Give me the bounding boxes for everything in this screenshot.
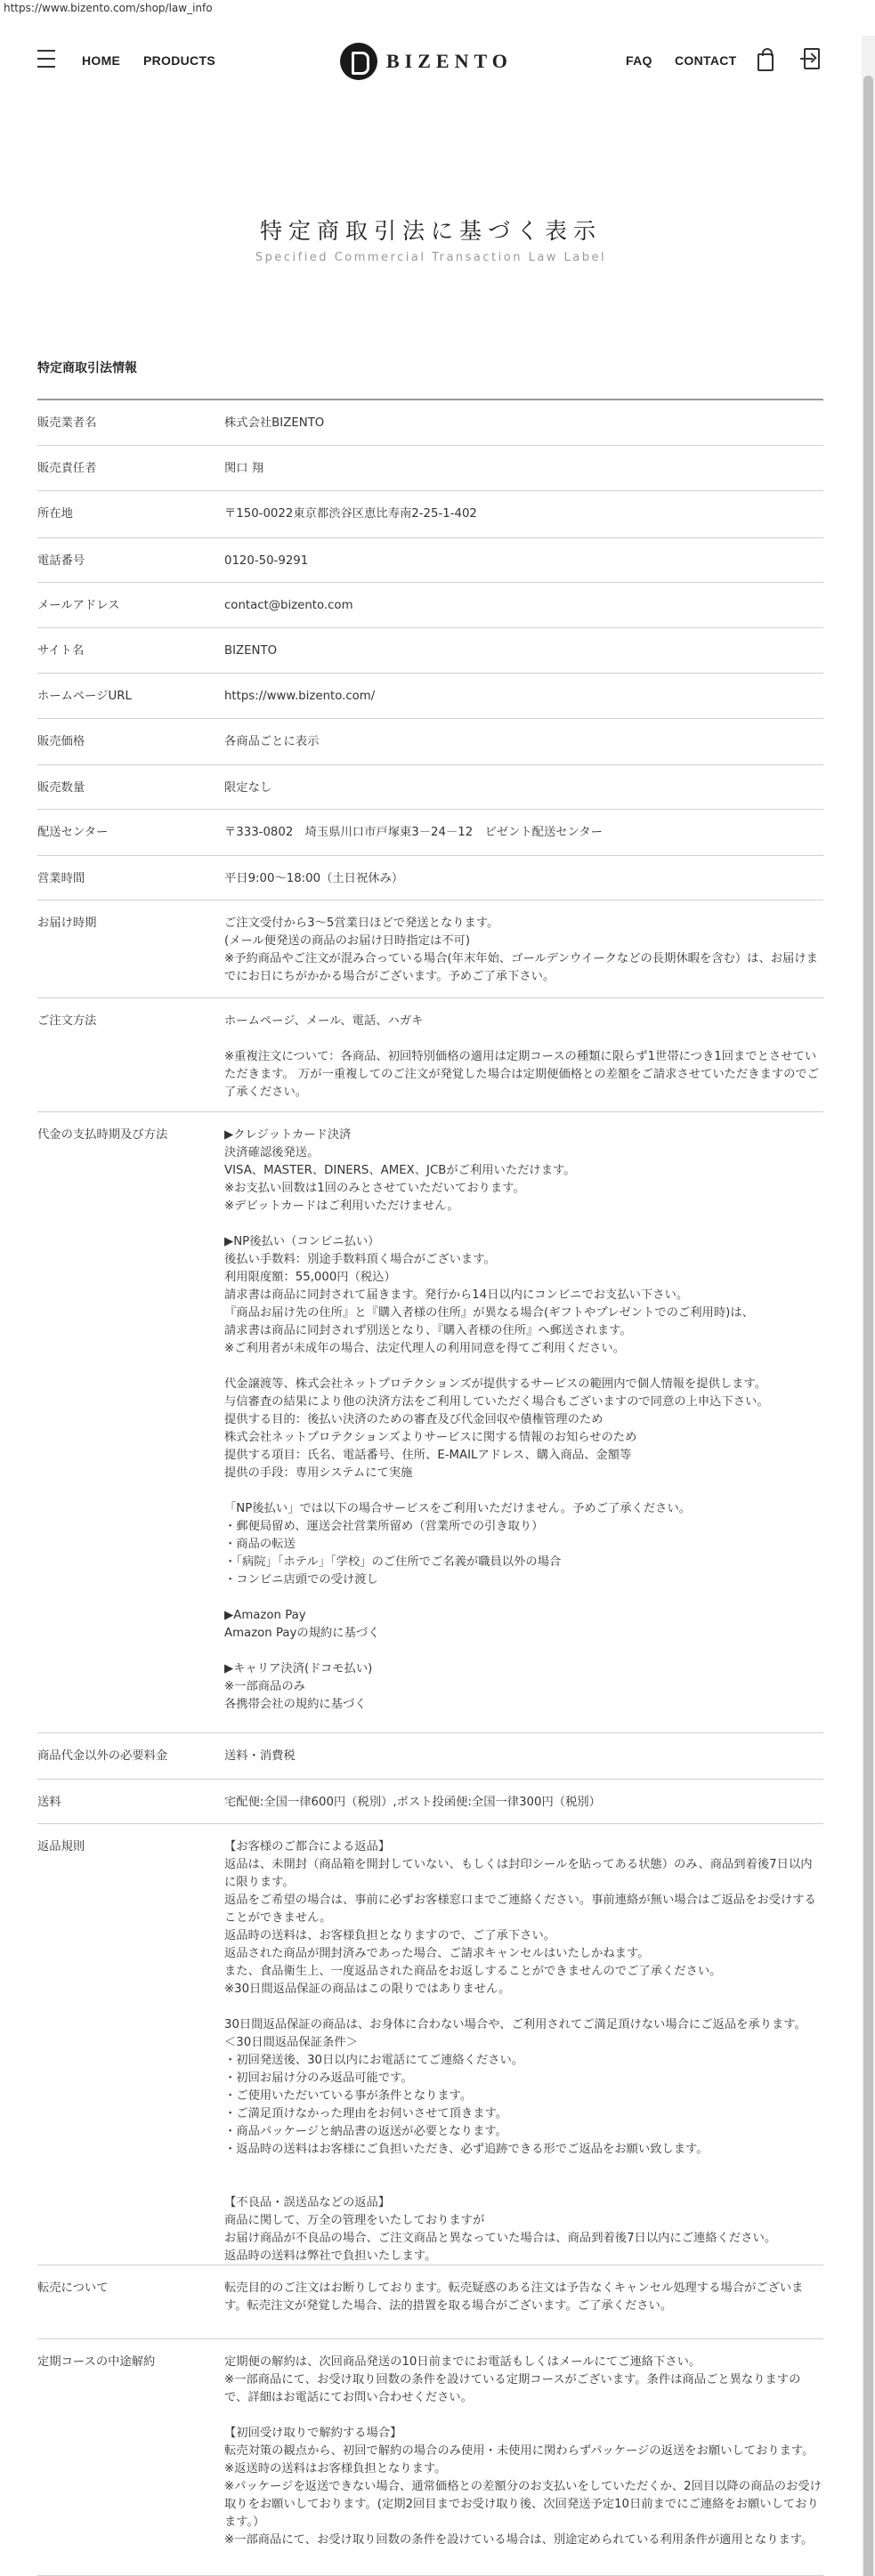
row-value: 【お客様のご都合による返品】 返品は、未開封（商品箱を開封していない、もしくは封印シールを貼ってある状態）のみ、商品到着後7日以内に限ります。 返品をご希望の場合は、事前に必ずお客様窓口までご連絡ください。事前連絡が無い場合はご返品をお受けすることができません。 返品時の送料は、お客様負担となりますので、ご了承下さい。 返品された商品が開封済みであった場合、ご請求キャンセルはいたしかねます。 また、食品衛生上、一度返品された商品をお返しすることができませんのでご了承ください。 ※30日間返品保証の商品はこの限りではありません。 30日間返品保証の商品は、お身体に合わない場合や、ご利用されてご満足頂けない場合にご返品を承ります。 ＜30日間返品保証条件＞ ・初回発送後、30日以内にお電話にてご連絡ください。 ・初回お届け分のみ返品可能です。 ・ご使用いただいている事が条件となります。 ・ご満足頂けなかった理由をお伺いさせて頂きます。 ・商品パッケージと納品書の返送が必要となります。 ・返品時の送料はお客様にご負担いただき、必ず追跡できる形でご返品をお願い致します。 【不良品・誤送品などの返品】 商品に関して、万全の管理をいたしておりますが お届け商品が不良品の場合、ご注文商品と異なっていた場合は、商品到着後7日以内にご連絡ください。 返品時の送料は弊社で負担いたします。 bbox=[224, 1840, 816, 2263]
row-value: BIZENTO bbox=[224, 644, 278, 658]
row-value: 各商品ごとに表示 bbox=[224, 735, 320, 748]
row-value: ホームページ、メール、電話、ハガキ ※重複注文について：各商品、初回特別価格の適用は定期コースの種類に限らず1世帯につき1回までとさせていただきます。 万が一重複してのご注文が発覚した場合は定期便価格との差額をご請求させていただきますのでご了承ください。 bbox=[224, 1014, 820, 1099]
row-label: 販売数量 bbox=[37, 781, 85, 795]
row-label: ご注文方法 bbox=[37, 1014, 97, 1028]
logout-icon[interactable] bbox=[804, 48, 820, 69]
row-label: 商品代金以外の必要料金 bbox=[37, 1749, 168, 1763]
row-label: 販売責任者 bbox=[37, 462, 97, 475]
row-label: 代金の支払時期及び方法 bbox=[37, 1128, 168, 1142]
table-row bbox=[37, 674, 823, 719]
site-logo[interactable] bbox=[340, 43, 513, 80]
row-label: サイト名 bbox=[37, 644, 85, 658]
row-value: 送料・消費税 bbox=[224, 1749, 296, 1763]
row-value: ご注文受付から3〜5営業日ほどで発送となります。 (メール便発送の商品のお届け日時指定は不可) ※予約商品やご注文が混み合っている場合(年末年始、ゴールデンウイークなどの長期休暇を含む）は、お届けまでにお日にちがかかる場合がございます。予めご了承下さい。 bbox=[224, 917, 818, 983]
table-row bbox=[37, 1733, 823, 1780]
row-value: 平日9:00〜18:00（土日祝休み） bbox=[224, 872, 404, 885]
nav-home[interactable]: HOME bbox=[82, 53, 121, 68]
row-value: 定期便の解約は、次回商品発送の10日前までにお電話もしくはメールにてご連絡下さい。 ※一部商品にて、お受け取り回数の条件を設けている定期コースがございます。条件は商品ごと異なりますので、詳細はお電話にてお問い合わせください。 【初回受け取りで解約する場合】 転売対策の観点から、初回で解約の場合のみ使用・未使用に関わらずパッケージの返送をお願いしております。 ※返送時の送料はお客様負担となります。 ※パッケージを返送できない場合、通常価格との差額分のお支払いをしていただくか、2回目以降の商品のお受け取りをお願いしております。(定期2回目までお受け取り後、次回発送予定10日前までにご連絡をお願いしております。） ※一部商品にて、お受け取り回数の条件を設けている場合は、別途定められている利用条件が適用となります。 bbox=[224, 2355, 822, 2547]
nav-products[interactable]: PRODUCTS bbox=[143, 53, 215, 68]
table-row bbox=[37, 856, 823, 900]
table-row bbox=[37, 628, 823, 674]
row-value: 株式会社BIZENTO bbox=[224, 416, 325, 430]
scrollbar-thumb[interactable] bbox=[863, 76, 873, 2576]
row-value: 〒150-0022東京都渋谷区恵比寿南2-25-1-402 bbox=[224, 507, 477, 521]
table-row bbox=[37, 1112, 823, 1733]
table-row bbox=[37, 810, 823, 856]
law-info-table bbox=[37, 399, 823, 2576]
table-row bbox=[37, 765, 823, 810]
logo-icon bbox=[340, 43, 377, 80]
row-value: contact@bizento.com bbox=[224, 599, 353, 612]
table-row bbox=[37, 583, 823, 628]
row-label: 返品規則 bbox=[37, 1840, 85, 1853]
row-label: 転売について bbox=[37, 2281, 109, 2295]
row-value: ▶クレジットカード決済 決済確認後発送。 VISA、MASTER、DINERS、AMEX、JCBがご利用いただけます。 ※お支払い回数は1回のみとさせていただいております。 ※デビットカードはご利用いただけません。 ▶NP後払い（コンビニ払い） 後払い手数料：別途手数料頂く場合がございます。 利用限度額：55,000円（税込） 請求書は商品に同封されて届きます。発行から14日以内にコンビニでお支払い下さい。 『商品お届け先の住所』と『購入者様の住所』が異なる場合(ギフトやプレゼントでのご利用時)は、 請求書は商品に同封されず別送となり、『購入者様の住所』へ郵送されます。 ※ご利用者が未成年の場合、法定代理人の利用同意を得てご利用ください。 代金譲渡等、株式会社ネットプロテクションズが提供するサービスの範囲内で個人情報を提供します。 与信審査の結果により他の決済方法をご利用していただく場合もございますので同意の上申込下さい。 提供する目的：後払い決済のための審査及び代金回収や債権管理のため 株式会社ネットプロテクションズよりサービスに関する情報のお知らせのため 提供する項目：氏名、電話番号、住所、E-MAILアドレス、購入商品、金額等 提供の手段：専用システムにて実施 「NP後払い」では以下の場合サービスをご利用いただけません。予めご了承ください。 ・郵便局留め、運送会社営業所留め（営業所での引き取り） ・商品の転送 ・「病院」「ホテル」「学校」のご住所でご名義が職員以外の場合 ・コンビニ店頭での受け渡し ▶Amazon Pay Amazon Payの規約に基づく ▶キャリア決済(ドコモ払い) ※一部商品のみ 各携帯会社の規約に基づく bbox=[224, 1128, 769, 1711]
logo-text: BIZENTO bbox=[386, 50, 513, 72]
table-row bbox=[37, 998, 823, 1112]
row-label: 営業時間 bbox=[37, 872, 85, 885]
page-title: 特定商取引法に基づく表示 bbox=[259, 218, 602, 244]
row-value: 関口 翔 bbox=[224, 462, 264, 475]
row-label: 送料 bbox=[37, 1796, 61, 1809]
row-value: 0120-50-9291 bbox=[224, 554, 309, 568]
section-heading: 特定商取引法情報 bbox=[37, 361, 137, 375]
url-bar: https://www.bizento.com/shop/law_info bbox=[0, 0, 875, 20]
row-label: 所在地 bbox=[37, 507, 73, 521]
table-row bbox=[37, 719, 823, 765]
row-label: 販売業者名 bbox=[37, 416, 97, 430]
row-label: 定期コースの中途解約 bbox=[37, 2355, 156, 2369]
scrollbar[interactable] bbox=[862, 36, 875, 2576]
table-row bbox=[37, 2339, 823, 2576]
table-row bbox=[37, 1780, 823, 1824]
row-label: お届け時期 bbox=[37, 917, 97, 930]
site-header bbox=[0, 36, 862, 89]
row-label: ホームページURL bbox=[37, 690, 132, 703]
page-subtitle: Specified Commercial Transaction Law Label bbox=[255, 251, 607, 264]
table-row bbox=[37, 538, 823, 583]
nav-faq[interactable]: FAQ bbox=[626, 53, 652, 68]
row-label: メールアドレス bbox=[37, 599, 120, 612]
table-row bbox=[37, 491, 823, 538]
row-value: https://www.bizento.com/ bbox=[224, 690, 376, 703]
page-title-block bbox=[0, 214, 862, 264]
nav-contact[interactable]: CONTACT bbox=[675, 53, 737, 68]
shopping-bag-icon[interactable] bbox=[758, 53, 774, 71]
row-value: 〒333-0802 埼玉県川口市戸塚東3－24－12 ビゼント配送センター bbox=[224, 826, 603, 839]
row-value: 限定なし bbox=[224, 781, 272, 795]
table-row bbox=[37, 400, 823, 446]
row-label: 配送センター bbox=[37, 826, 109, 839]
row-value: 転売目的のご注文はお断りしております。転売疑惑のある注文は予告なくキャンセル処理する場合がございます。転売注文が発覚した場合、法的措置を取る場合がございます。ご了承ください。 bbox=[224, 2281, 804, 2313]
table-row bbox=[37, 1824, 823, 2265]
table-row bbox=[37, 446, 823, 491]
row-label: 販売価格 bbox=[37, 735, 85, 748]
table-row bbox=[37, 900, 823, 998]
row-label: 電話番号 bbox=[37, 554, 85, 568]
row-value: 宅配便:全国一律600円（税別）,ポスト投函便:全国一律300円（税別） bbox=[224, 1796, 601, 1809]
hamburger-menu-icon[interactable] bbox=[37, 50, 55, 69]
table-row bbox=[37, 2265, 823, 2339]
